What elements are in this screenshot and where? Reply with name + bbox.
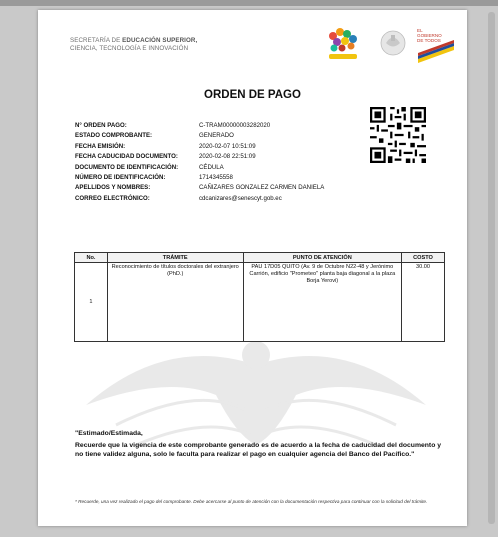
column-header-no: No. [75, 253, 108, 263]
document-page [38, 10, 467, 526]
info-label: DOCUMENTO DE IDENTIFICACIÓN: [75, 163, 179, 171]
gov-line-2: GOBIERNO [417, 33, 442, 39]
column-header-costo: COSTO [402, 253, 445, 263]
institution-line-2: CIENCIA, TECNOLOGÍA E INNOVACIÓN [70, 44, 189, 52]
info-value: 1714345558 [199, 173, 233, 181]
ecuador-logo-icon [323, 24, 363, 62]
government-text [417, 28, 442, 44]
institution-bold: EDUCACIÓN SUPERIOR, [122, 37, 198, 44]
info-label: NÚMERO DE IDENTIFICACIÓN: [75, 173, 166, 181]
info-value: 2020-02-08 22:51:09 [199, 153, 256, 161]
info-value: C-TRAM00000003282020 [199, 122, 271, 129]
cell-tramite: Reconocimiento de títulos doctorales del extranjero (PhD.) [107, 263, 243, 342]
gov-line-1: EL [417, 28, 423, 33]
qr-code-icon [370, 107, 426, 163]
procedure-table [74, 252, 445, 342]
institution-prefix: SECRETARÍA DE [70, 37, 123, 44]
cell-punto: PAU 17D05 QUITO (Av. 9 de Octubre N22-48 y Jerónimo Carrión, edificio "Prometeo" planta baja diagonal a la plaza Borja Yerovi) [243, 263, 402, 342]
scrollbar[interactable] [488, 12, 495, 524]
info-value: CAÑIZARES GONZALEZ CARMEN DANIELA [199, 184, 325, 192]
info-label: FECHA CADUCIDAD DOCUMENTO: [75, 153, 178, 161]
footnote: * Recuerde, una vez realizado el pago del comprobante. Debe acercarse al punto de atención con la documentación respectiva para continuar con la solicitud del trámite. [75, 499, 428, 504]
cell-costo: 30.00 [402, 263, 445, 342]
info-label: CORREO ELECTRÓNICO: [75, 194, 150, 202]
gov-line-3: DE TODOS [417, 38, 441, 44]
institution-line-1 [70, 37, 197, 45]
info-label: N° ORDEN PAGO: [75, 122, 127, 129]
note-greeting: "Estimado/Estimada, [75, 430, 143, 437]
institution-header [70, 37, 197, 52]
info-label: FECHA EMISIÓN: [75, 142, 126, 150]
cell-no: 1 [75, 263, 108, 342]
info-value: 2020-02-07 10:51:09 [199, 142, 256, 150]
info-value: GENERADO [199, 132, 234, 140]
column-header-tramite: TRÁMITE [107, 253, 243, 263]
column-header-punto: PUNTO DE ATENCIÓN [243, 253, 402, 263]
info-label: ESTADO COMPROBANTE: [75, 132, 153, 140]
info-value: cdcanizares@senescyt.gob.ec [199, 194, 282, 202]
document-title: ORDEN DE PAGO [204, 89, 301, 101]
info-label: APELLIDOS Y NOMBRES: [75, 184, 151, 192]
table-row [75, 263, 445, 342]
note-body: Recuerde que la vigencia de este comprobante generado es de acuerdo a la fecha de caducidad del documento y no tiene validez alguna, solo le faculta para realizar el pago en cualquier agencia del Banco del Pacífico." [75, 442, 442, 458]
viewer-toolbar [0, 0, 498, 6]
info-value: CÉDULA [199, 163, 224, 171]
table-header-row [75, 253, 445, 263]
